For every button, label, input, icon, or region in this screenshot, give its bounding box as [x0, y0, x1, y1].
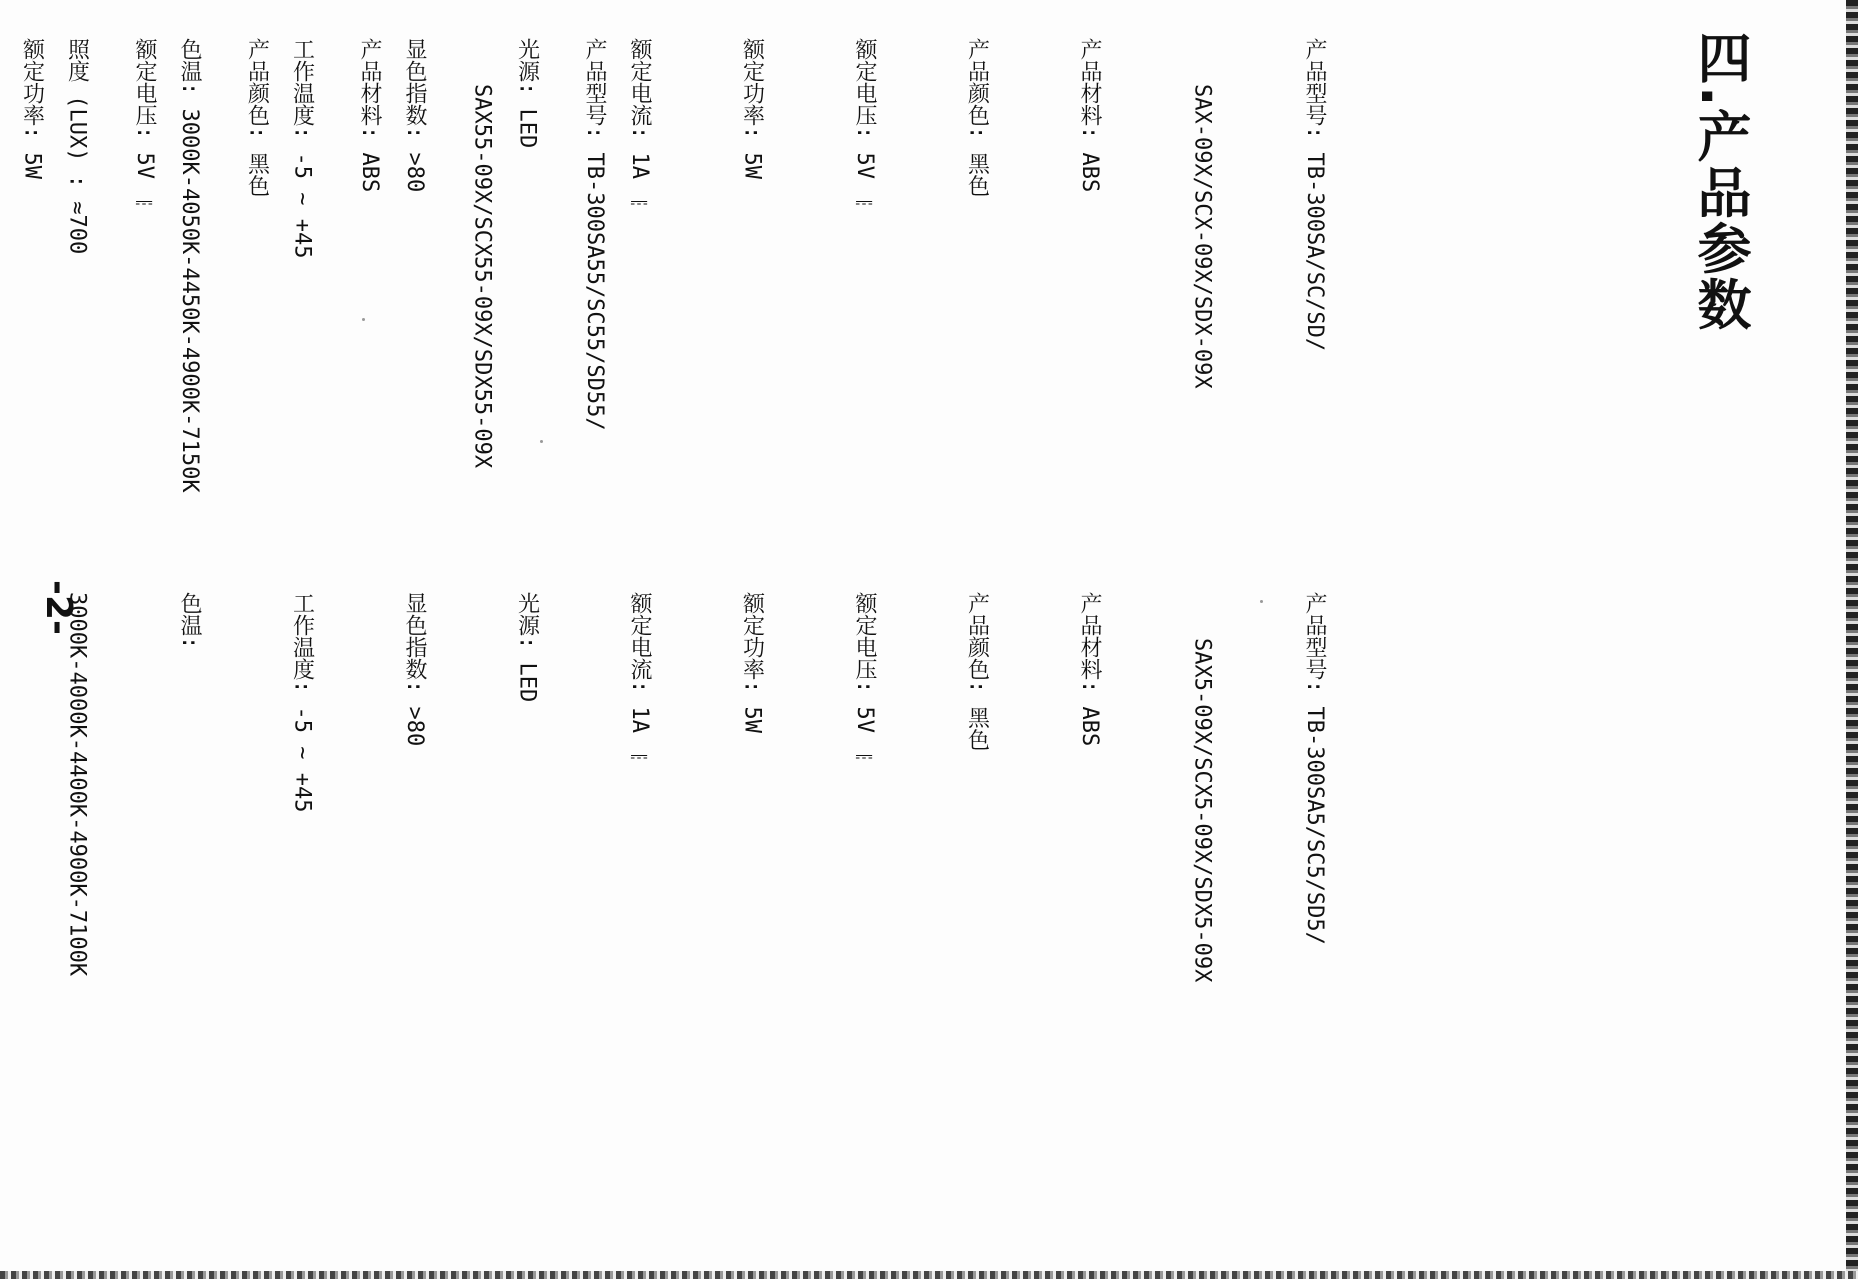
- spec-line: 额定电压: 5V ⎓: [852, 592, 877, 769]
- spec-line: 产品材料: ABS: [1077, 592, 1102, 747]
- spec-line: 光源: LED: [514, 592, 540, 703]
- spec-line: 额定电流: 1A ⎓: [627, 592, 652, 769]
- spec-line: 额定电压: 5V ⎓: [852, 38, 877, 215]
- spec-block-300sa5: [0, 592, 1408, 1003]
- spec-line: 额定电流: 1A ⎓: [627, 38, 652, 215]
- spec-line: 产品型号: TB-300SA/SC/SD/: [1302, 38, 1327, 352]
- spec-line: 产品颜色: 黑色: [244, 38, 270, 197]
- spec-line: SAX5-09X/SCX5-09X/SDX5-09X: [1189, 638, 1215, 983]
- section-heading: 四.产品参数: [1689, 30, 1752, 333]
- spec-line: 光源: LED: [514, 38, 540, 149]
- spec-line: 色温:: [177, 592, 202, 650]
- spec-line: 产品材料: ABS: [1077, 38, 1102, 193]
- spec-line: 显色指数: >80: [402, 592, 427, 747]
- spec-line: 3000K-4000K-4400K-4900K-7100K: [64, 592, 90, 977]
- spec-line: 额定功率: 5W: [739, 592, 765, 733]
- spec-line: SAX-09X/SCX-09X/SDX-09X: [1189, 84, 1215, 389]
- scan-speck: [362, 318, 365, 321]
- spec-line: 额定功率: 5W: [19, 38, 45, 179]
- spec-line: 显色指数: >80: [402, 38, 427, 193]
- spec-line: 产品颜色: 黑色: [964, 38, 990, 197]
- spec-line: 额定电压: 5V ⎓: [132, 38, 157, 215]
- spec-line: 产品型号: TB-300SA55/SC55/SD55/: [582, 38, 607, 431]
- scan-speck: [540, 440, 543, 443]
- spec-line: 产品颜色: 黑色: [964, 592, 990, 751]
- spec-line: 照度 (LUX) : ≈700: [64, 38, 90, 255]
- spec-line: 产品材料: ABS: [357, 38, 382, 193]
- spec-line: SAX55-09X/SCX55-09X/SDX55-09X: [469, 84, 495, 469]
- scan-edge-right: [1846, 0, 1858, 1279]
- spec-line: 色温: 3000K-4050K-4450K-4900K-7150K: [177, 38, 202, 493]
- scan-edge-bottom: [0, 1271, 1858, 1279]
- scan-speck: [1260, 600, 1263, 603]
- spec-line: 工作温度: -5 ~ +45: [289, 592, 315, 813]
- page-number: -2-: [38, 580, 79, 635]
- spec-line: 额定功率: 5W: [739, 38, 765, 179]
- spec-line: 产品型号: TB-300SA5/SC5/SD5/: [1302, 592, 1327, 945]
- spec-line: 工作温度: -5 ~ +45: [289, 38, 315, 259]
